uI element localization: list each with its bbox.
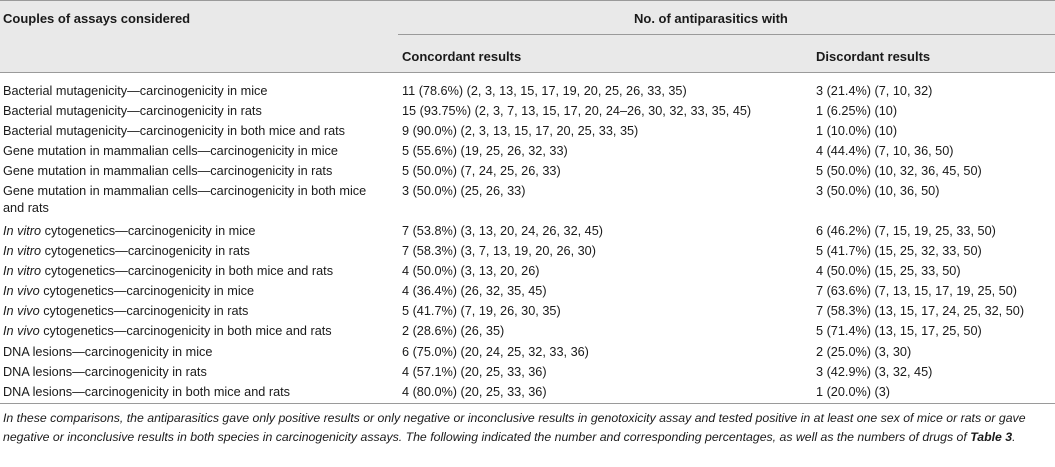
- cell-discordant: 7 (63.6%) (7, 13, 15, 17, 19, 25, 50): [816, 284, 1018, 299]
- cell-discordant: 5 (50.0%) (10, 32, 36, 45, 50): [816, 164, 982, 179]
- assay-name: cytogenetics—carcinogenicity in both mice and rats: [41, 264, 334, 279]
- table-row: [0, 364, 1055, 384]
- assay-prefix: In vivo: [3, 324, 40, 339]
- cell-concordant: 4 (57.1%) (20, 25, 33, 36): [402, 364, 547, 379]
- cell-concordant: 4 (36.4%) (26, 32, 35, 45): [402, 284, 547, 299]
- cell-concordant: 7 (53.8%) (3, 13, 20, 24, 26, 32, 45): [402, 224, 604, 239]
- table-row: [0, 263, 1055, 283]
- table-row: [0, 123, 1055, 143]
- assay-name: DNA lesions—carcinogenicity in rats: [3, 364, 207, 379]
- table-row: [0, 384, 1055, 404]
- cell-assay-pair: [3, 123, 388, 140]
- cell-concordant: 5 (41.7%) (7, 19, 26, 30, 35): [402, 304, 561, 319]
- assay-name: DNA lesions—carcinogenicity in mice: [3, 344, 213, 359]
- cell-discordant: 3 (50.0%) (10, 36, 50): [816, 184, 940, 199]
- cell-assay-pair: [3, 83, 388, 100]
- cell-assay-pair: [3, 323, 388, 340]
- cell-assay-pair: [3, 223, 388, 240]
- cell-assay-pair: [3, 344, 388, 361]
- cell-discordant: 3 (21.4%) (7, 10, 32): [816, 84, 933, 98]
- table-row: [0, 183, 1055, 223]
- cell-assay-pair: [3, 303, 388, 320]
- table-body: [0, 83, 1055, 404]
- cell-assay-pair: [3, 143, 388, 160]
- cell-concordant: 3 (50.0%) (25, 26, 33): [402, 184, 526, 199]
- table-row: [0, 323, 1055, 343]
- table-row: [0, 344, 1055, 364]
- cell-assay-pair: [3, 243, 388, 260]
- assay-name: Bacterial mutagenicity—carcinogenicity in mice: [3, 84, 268, 98]
- cell-assay-pair: [3, 283, 388, 300]
- footnote-table-ref: Table 3: [970, 429, 1013, 444]
- cell-concordant: 9 (90.0%) (2, 3, 13, 15, 17, 20, 25, 33, 35): [402, 124, 639, 139]
- cell-assay-pair: [3, 364, 388, 381]
- assay-name: Bacterial mutagenicity—carcinogenicity in rats: [3, 104, 262, 119]
- cell-discordant: 1 (6.25%) (10): [816, 104, 898, 119]
- cell-assay-pair: [3, 163, 388, 180]
- column-group-header: No. of antiparasitics with: [634, 11, 788, 26]
- cell-assay-pair: [3, 263, 388, 280]
- table-bottom-rule: [0, 403, 1055, 404]
- cell-assay-pair: [3, 384, 388, 401]
- footnote-end: .: [1012, 429, 1016, 444]
- assay-prefix: In vitro: [3, 224, 42, 239]
- footnote-text: In these comparisons, the antiparasitics gave only positive results or only negative or inconclusive results in genotoxicity assay and tested positive in at least one sex of mice or rats or gave negative or inconclusive results in both species in carcinogenicity assays. The following indicated the number and corresponding percentages, as well as the numbers of drugs of: [3, 411, 1026, 444]
- header-group-divider: [398, 34, 1055, 35]
- cell-concordant: 5 (50.0%) (7, 24, 25, 26, 33): [402, 164, 561, 179]
- table-row: [0, 143, 1055, 163]
- cell-discordant: 5 (41.7%) (15, 25, 32, 33, 50): [816, 244, 982, 259]
- cell-discordant: 1 (10.0%) (10): [816, 124, 898, 139]
- column-header-discordant: Discordant results: [816, 49, 931, 64]
- column-header-concordant: Concordant results: [402, 49, 522, 64]
- assay-name: cytogenetics—carcinogenicity in rats: [39, 304, 249, 319]
- cell-concordant: 11 (78.6%) (2, 3, 13, 15, 17, 19, 20, 25, 26, 33, 35): [402, 84, 687, 98]
- cell-concordant: 15 (93.75%) (2, 3, 7, 13, 15, 17, 20, 24–26, 30, 32, 33, 35, 45): [402, 104, 752, 119]
- assay-name: cytogenetics—carcinogenicity in rats: [41, 244, 250, 259]
- assay-prefix: In vitro: [3, 264, 42, 279]
- cell-concordant: 6 (75.0%) (20, 24, 25, 32, 33, 36): [402, 344, 589, 359]
- assay-name: Bacterial mutagenicity—carcinogenicity in both mice and rats: [3, 124, 346, 139]
- assay-name: cytogenetics—carcinogenicity in both mice and rats: [39, 324, 332, 339]
- table-row: [0, 103, 1055, 123]
- assay-name: DNA lesions—carcinogenicity in both mice and rats: [3, 384, 291, 399]
- table-row: [0, 163, 1055, 183]
- assay-name: Gene mutation in mammalian cells—carcinogenicity in both mice and rats: [3, 184, 367, 216]
- table-row: [0, 283, 1055, 303]
- cell-concordant: 7 (58.3%) (3, 7, 13, 19, 20, 26, 30): [402, 244, 596, 259]
- assay-prefix: In vivo: [3, 304, 40, 319]
- cell-discordant: 2 (25.0%) (3, 30): [816, 344, 912, 359]
- cell-concordant: 4 (50.0%) (3, 13, 20, 26): [402, 264, 540, 279]
- table-row: [0, 303, 1055, 323]
- cell-discordant: 4 (50.0%) (15, 25, 33, 50): [816, 264, 961, 279]
- assay-name: Gene mutation in mammalian cells—carcinogenicity in rats: [3, 164, 333, 179]
- cell-assay-pair: [3, 103, 388, 120]
- cell-concordant: 5 (55.6%) (19, 25, 26, 32, 33): [402, 144, 568, 159]
- cell-concordant: 2 (28.6%) (26, 35): [402, 324, 505, 339]
- cell-discordant: 6 (46.2%) (7, 15, 19, 25, 33, 50): [816, 224, 996, 239]
- table-row: [0, 243, 1055, 263]
- assay-prefix: In vivo: [3, 284, 40, 299]
- assay-prefix: In vitro: [3, 244, 42, 259]
- table-footnote: [3, 409, 1051, 446]
- cell-concordant: 4 (80.0%) (20, 25, 33, 36): [402, 384, 547, 399]
- column-header-assays: Couples of assays considered: [3, 11, 191, 26]
- table-row: [0, 223, 1055, 243]
- cell-discordant: 4 (44.4%) (7, 10, 36, 50): [816, 144, 954, 159]
- assay-name: cytogenetics—carcinogenicity in mice: [39, 284, 255, 299]
- assay-name: cytogenetics—carcinogenicity in mice: [41, 224, 256, 239]
- cell-discordant: 1 (20.0%) (3): [816, 384, 891, 399]
- assay-name: Gene mutation in mammalian cells—carcinogenicity in mice: [3, 144, 338, 159]
- table-row: [0, 83, 1055, 103]
- cell-discordant: 7 (58.3%) (13, 15, 17, 24, 25, 32, 50): [816, 304, 1025, 319]
- cell-discordant: 3 (42.9%) (3, 32, 45): [816, 364, 933, 379]
- cell-assay-pair: [3, 183, 388, 217]
- cell-discordant: 5 (71.4%) (13, 15, 17, 25, 50): [816, 324, 982, 339]
